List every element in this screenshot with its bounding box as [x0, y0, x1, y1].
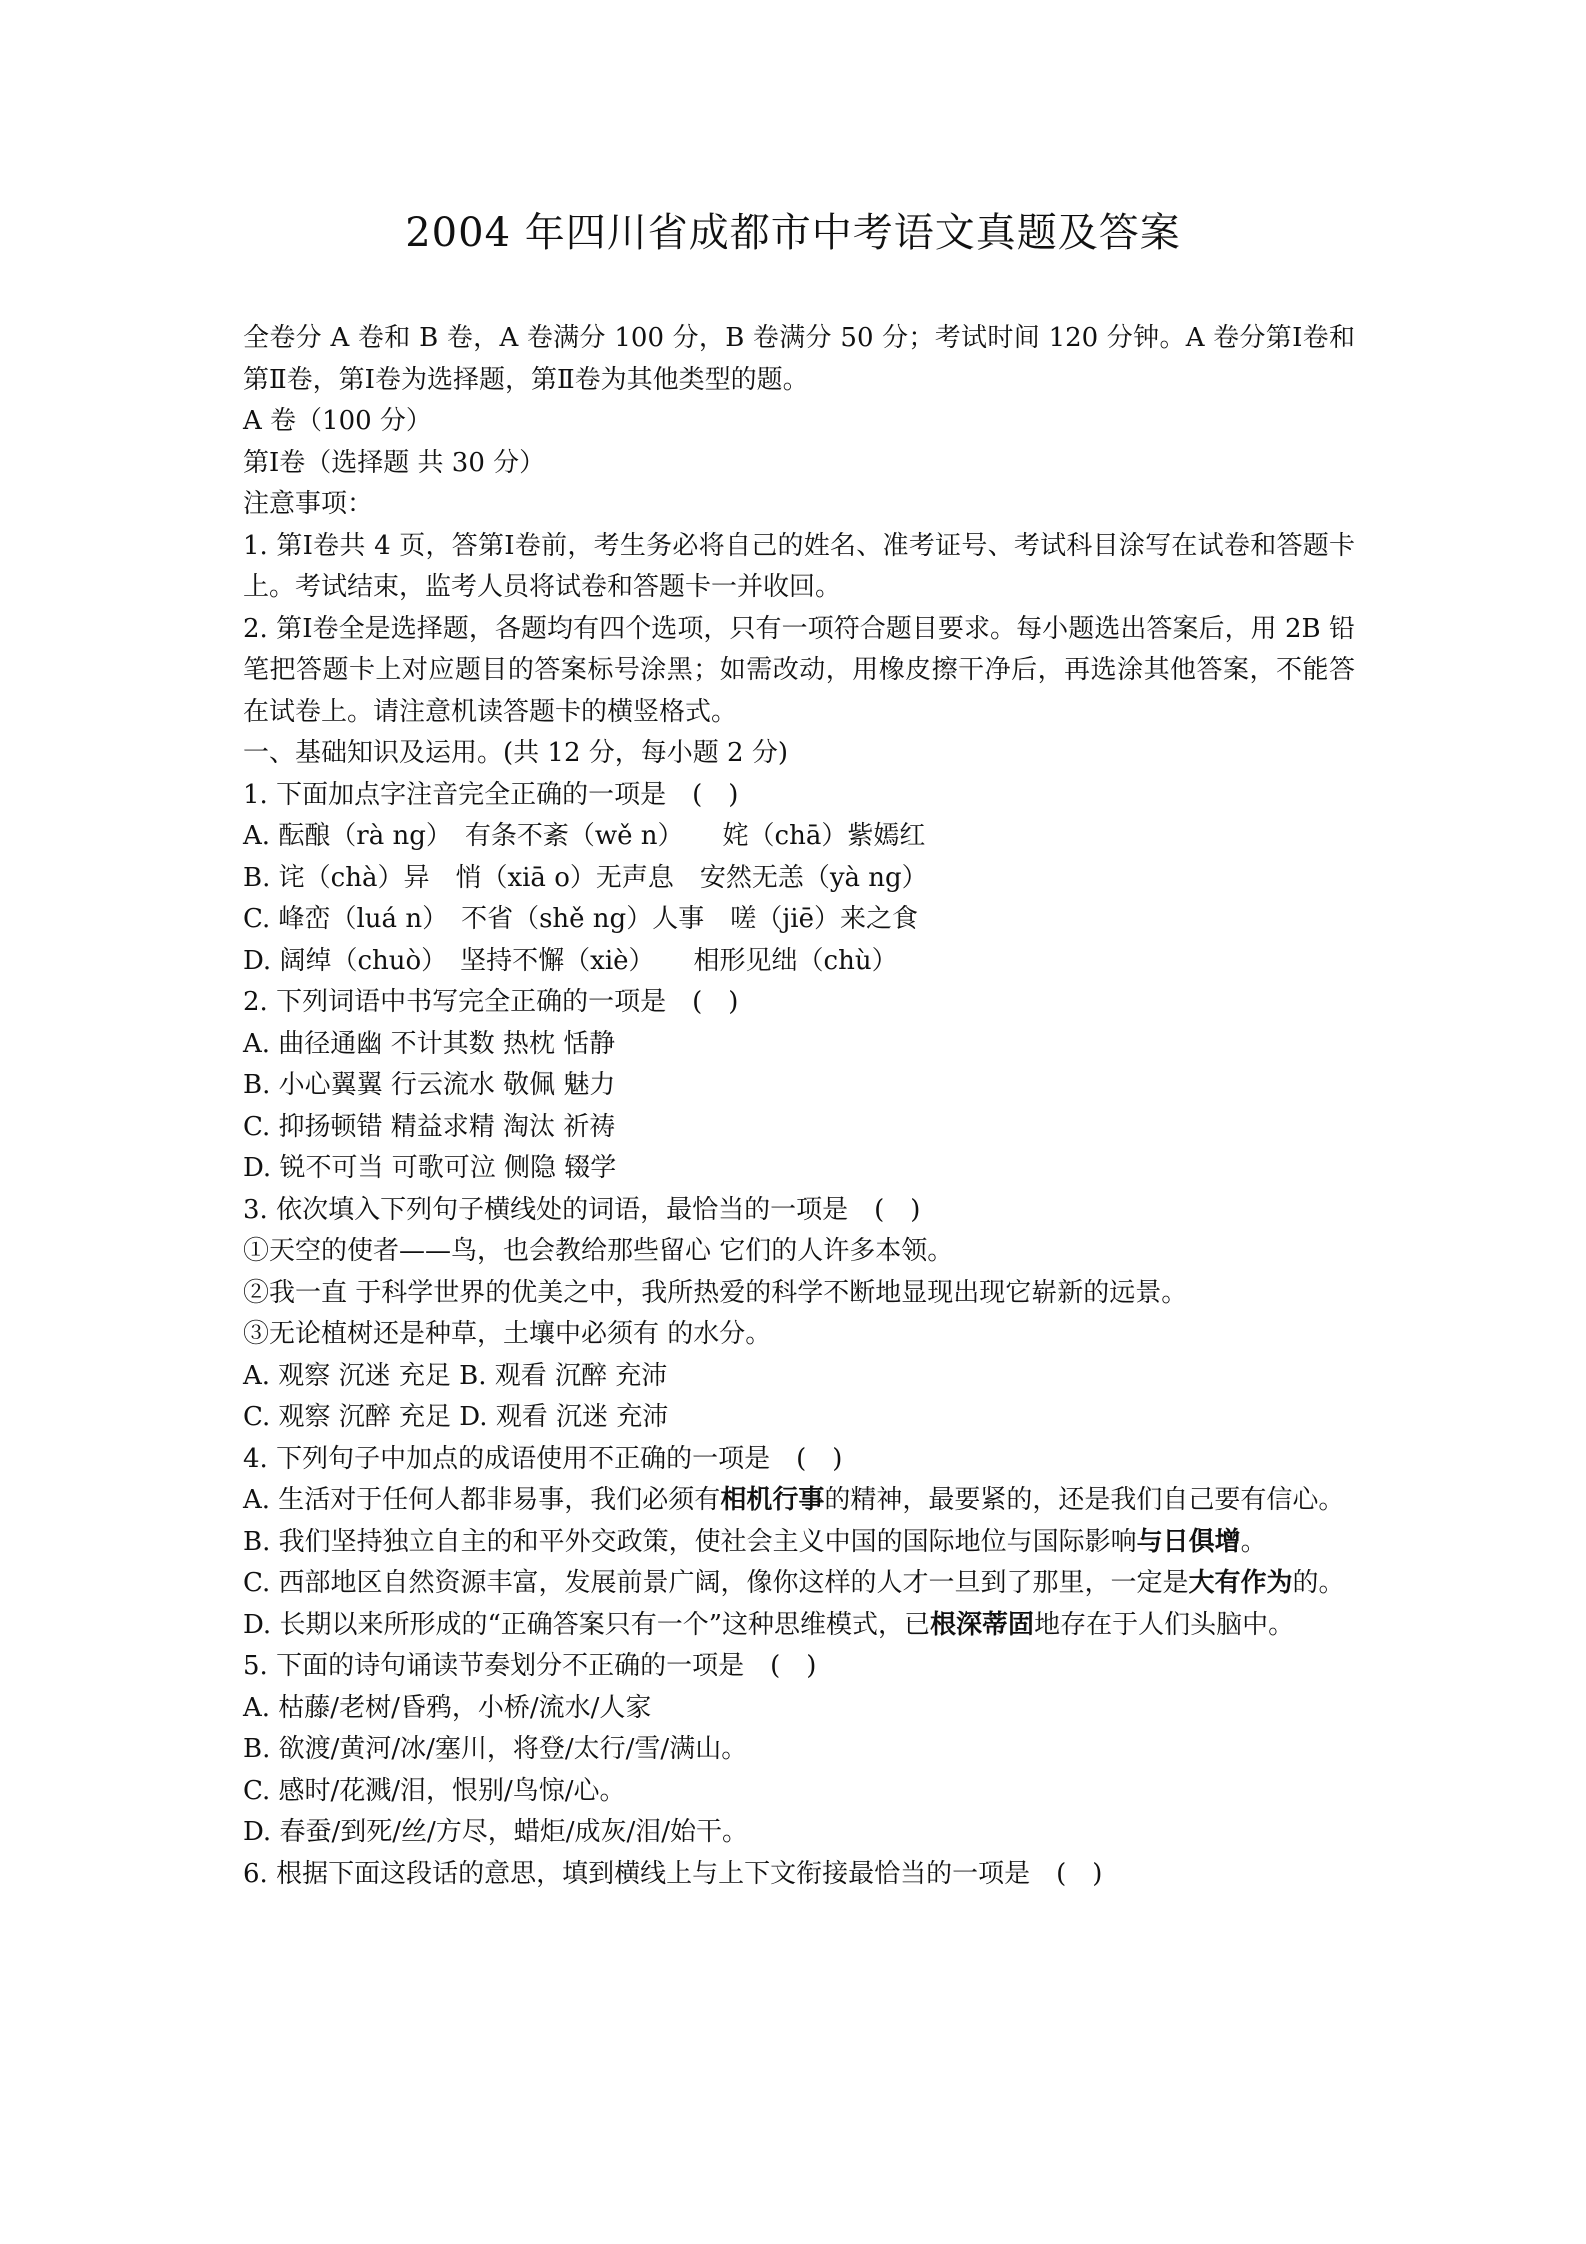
- option-text: C. 西部地区自然资源丰富，发展前景广阔，像你这样的人才一旦到了那里，一定是: [243, 1568, 1189, 1598]
- question-2-option-b: B. 小心翼翼 行云流水 敬佩 魅力: [243, 1070, 616, 1100]
- question-5-option-d: D. 春蚕/到死/丝/方尽，蜡炬/成灰/泪/始干。: [243, 1817, 749, 1847]
- question-4-option-a: [243, 1480, 1355, 1522]
- question-2-option-c: C. 抑扬顿错 精益求精 淘汰 祈祷: [243, 1111, 616, 1142]
- question-5-option-b: B. 欲渡/黄河/冰/塞川，将登/太行/雪/满山。: [243, 1734, 748, 1764]
- question-2-option-a: A. 曲径通幽 不计其数 热枕 恬静: [243, 1028, 616, 1059]
- emphasized-idiom: 与日俱增: [1136, 1526, 1241, 1557]
- option-text: A. 生活对于任何人都非易事，我们必须有: [243, 1485, 721, 1515]
- question-1-option-a: A. 酝酿（rà ng） 有条不紊（wě n） 姹（chā）紫嫣红: [243, 821, 926, 851]
- question-3-sentence-3: ③无论植树还是种草，土壤中必须有 的水分。: [243, 1319, 772, 1349]
- question-6-stem: 6. 根据下面这段话的意思，填到横线上与上下文衔接最恰当的一项是 ( ): [243, 1858, 1103, 1889]
- question-2-option-d: D. 锐不可当 可歌可泣 侧隐 辍学: [243, 1153, 617, 1183]
- question-1-stem: 1. 下面加点字注音完全正确的一项是 ( ): [243, 779, 739, 810]
- question-3-sentence-2: ②我一直 于科学世界的优美之中，我所热爱的科学不断地显现出现它崭新的远景。: [243, 1277, 1188, 1308]
- question-4-option-c: [243, 1563, 1355, 1605]
- section-a-heading: A 卷（100 分）: [243, 406, 432, 436]
- question-5-option-a: A. 枯藤/老树/昏鸦，小桥/流水/人家: [243, 1692, 652, 1723]
- emphasized-idiom: 大有作为: [1188, 1568, 1293, 1598]
- option-text: 的。: [1292, 1568, 1345, 1598]
- question-5-stem: 5. 下面的诗句诵读节奏划分不正确的一项是 ( ): [243, 1651, 817, 1681]
- question-4-option-d: [243, 1605, 1355, 1647]
- section-1-heading: 一、基础知识及运用。(共 12 分，每小题 2 分): [243, 738, 788, 768]
- emphasized-idiom: 相机行事: [720, 1485, 825, 1515]
- emphasized-idiom: 根深蒂固: [930, 1609, 1035, 1640]
- question-3-sentence-1: ①天空的使者——鸟，也会教给那些留心 它们的人许多本领。: [243, 1236, 954, 1266]
- question-3-options-cd: C. 观察 沉醉 充足 D. 观看 沉迷 充沛: [243, 1402, 669, 1432]
- option-text: B. 我们坚持独立自主的和平外交政策，使社会主义中国的国际地位与国际影响: [243, 1526, 1137, 1557]
- notice-item-1: 1. 第Ⅰ卷共 4 页，答第Ⅰ卷前，考生务必将自己的姓名、准考证号、考试科目涂写在试卷和答题卡上。考试结束，监考人员将试卷和答题卡一并收回。: [243, 530, 1355, 602]
- question-2-stem: 2. 下列词语中书写完全正确的一项是 ( ): [243, 987, 739, 1017]
- question-5-option-c: C. 感时/花溅/泪，恨别/鸟惊/心。: [243, 1775, 626, 1806]
- part-1-heading: 第Ⅰ卷（选择题 共 30 分）: [243, 447, 546, 478]
- option-text: D. 长期以来所形成的“正确答案只有一个”这种思维模式，已: [243, 1609, 931, 1640]
- question-3-stem: 3. 依次填入下列句子横线处的词语，最恰当的一项是 ( ): [243, 1194, 921, 1225]
- notice-heading: 注意事项：: [243, 489, 374, 519]
- question-4-option-b: [243, 1522, 1355, 1564]
- question-1-option-b: B. 诧（chà）异 悄（xiā o）无声息 安然无恙（yà ng）: [243, 862, 928, 893]
- intro-paragraph: 全卷分 A 卷和 B 卷，A 卷满分 100 分，B 卷满分 50 分；考试时间 120 分钟。A 卷分第Ⅰ卷和第Ⅱ卷，第Ⅰ卷为选择题，第Ⅱ卷为其他类型的题。: [243, 323, 1355, 395]
- option-text: 地存在于人们头脑中。: [1034, 1609, 1295, 1640]
- page-title: 2004 年四川省成都市中考语文真题及答案: [405, 210, 1181, 256]
- option-text: 。: [1240, 1526, 1267, 1557]
- option-text: 的精神，最要紧的，还是我们自己要有信心。: [824, 1485, 1345, 1515]
- question-1-option-d: D. 阔绰（chuò） 坚持不懈（xiè） 相形见绌（chù）: [243, 945, 898, 976]
- question-1-option-c: C. 峰峦（luá n） 不省（shě ng）人事 嗟（jiē）来之食: [243, 904, 918, 934]
- document-body: [243, 318, 1355, 1895]
- notice-item-2: 2. 第Ⅰ卷全是选择题，各题均有四个选项，只有一项符合题目要求。每小题选出答案后，用 2B 铅笔把答题卡上对应题目的答案标号涂黑；如需改动，用橡皮擦干净后，再选涂其他答案，不能答在试卷上。请注意机读答题卡的横竖格式。: [243, 613, 1355, 727]
- question-3-options-ab: A. 观察 沉迷 充足 B. 观看 沉醉 充沛: [243, 1360, 668, 1391]
- question-4-stem: 4. 下列句子中加点的成语使用不正确的一项是 ( ): [243, 1443, 843, 1474]
